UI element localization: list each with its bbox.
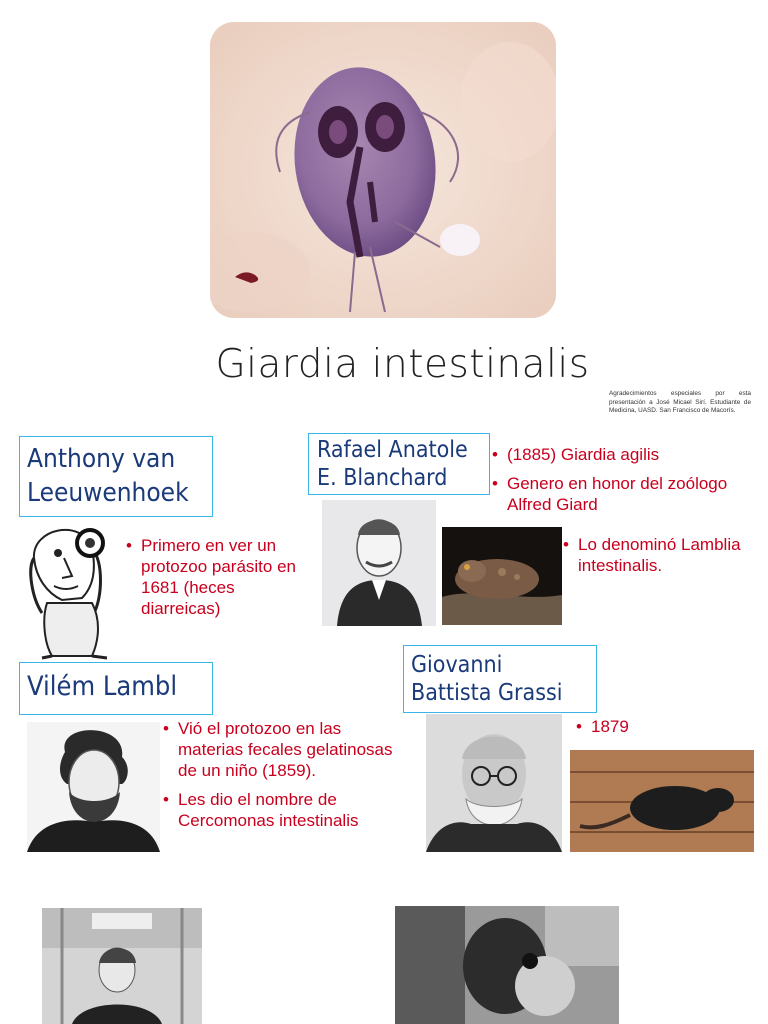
bullet-item: • Les dio el nombre de Cercomonas intestinalis (163, 789, 403, 831)
name-box-lambl (19, 662, 213, 715)
rat-photo (570, 750, 754, 852)
name-line: E. Blanchard (317, 465, 448, 491)
bullet-item: • 1879 (576, 716, 726, 737)
name-line: Giovanni (411, 652, 503, 678)
bullets-lambl (163, 718, 403, 839)
grassi-portrait (426, 714, 562, 852)
lambl-portrait (27, 722, 160, 852)
bullet-item: • (1885) Giardia agilis (492, 444, 738, 465)
name-box-leeuwenhoek (19, 436, 213, 517)
blanchard-portrait (322, 500, 436, 626)
bullet-item: • Genero en honor del zoólogo Alfred Giard (492, 473, 738, 515)
name-line: Vilém Lambl (27, 671, 178, 702)
name-line: Battista Grassi (411, 680, 563, 706)
bullet-item: • Primero en ver un protozoo parásito en 1681 (heces diarreicas) (126, 535, 316, 619)
bullet-item: • Vió el protozoo en las materias fecales gelatinosas de un niño (1859). (163, 718, 403, 781)
leeuwenhoek-caricature (22, 518, 122, 660)
toad-photo (442, 527, 562, 625)
page-title: Giardia intestinalis (215, 342, 590, 387)
bottom-right-photo (395, 906, 619, 1024)
bullet-item: • Lo denominó Lamblia intestinalis. (563, 534, 763, 576)
name-box-blanchard (308, 433, 490, 495)
bullets-blanchard (492, 444, 738, 523)
name-box-grassi (403, 645, 597, 713)
bottom-left-photo (42, 908, 202, 1024)
bullets-blanchard-extra (563, 534, 763, 584)
credit-note: Agradecimientos especiales por esta presentación a José Micael Sirí. Estudiante de Medicina, UASD. San Francisco de Macorís. (609, 390, 751, 415)
bullets-leeuwenhoek (126, 535, 316, 627)
giardia-micrograph (210, 22, 556, 318)
name-line: Leeuwenhoek (27, 478, 189, 508)
name-line: Anthony van (27, 444, 176, 474)
name-line: Rafael Anatole (317, 437, 468, 463)
bullets-grassi (576, 716, 726, 745)
